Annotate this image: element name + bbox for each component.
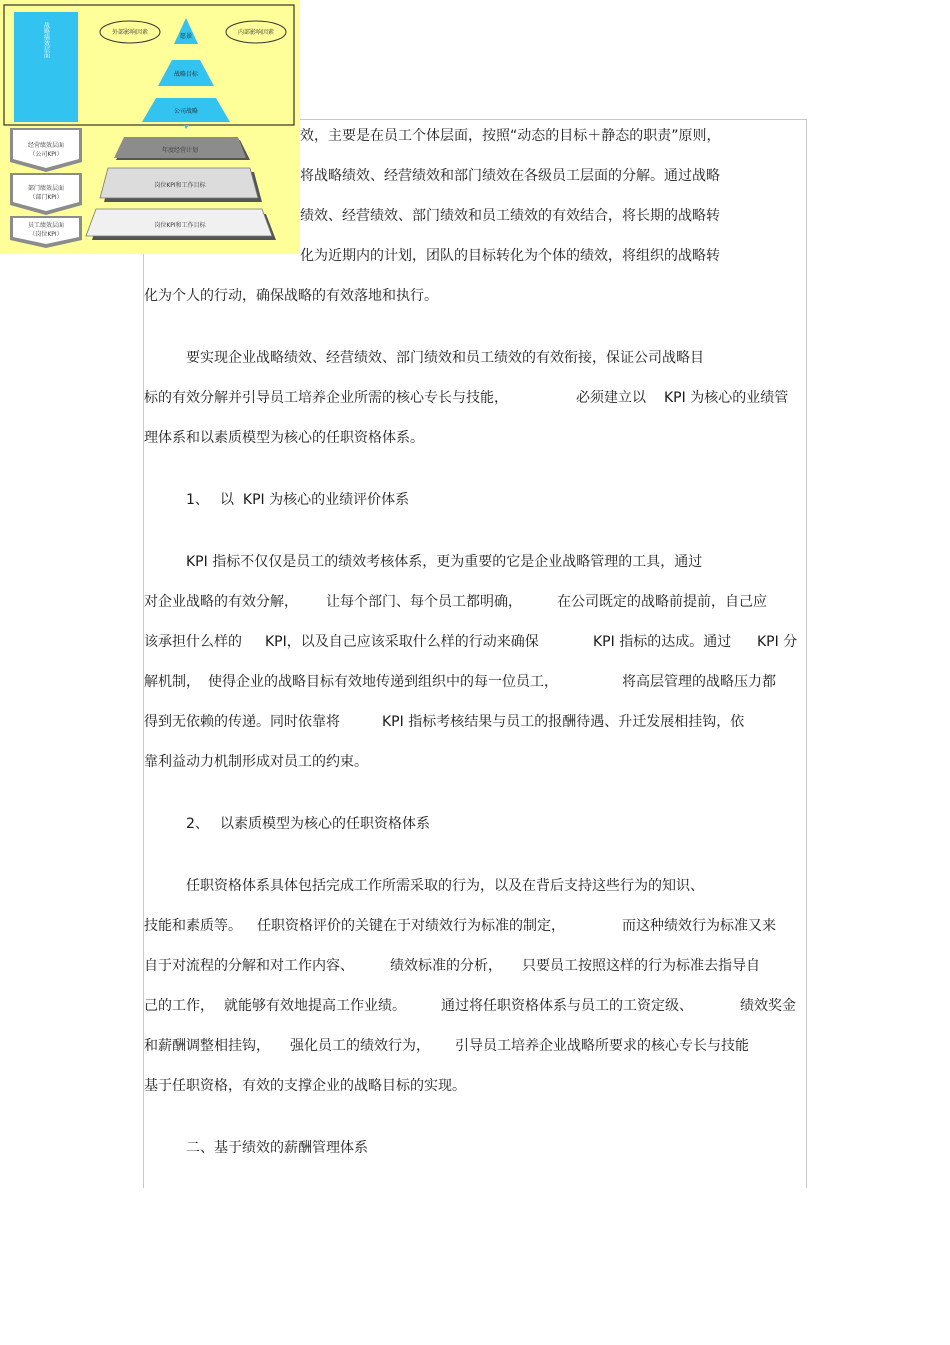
paragraph-line: 在公司既定的战略前提前，自己应 bbox=[557, 594, 767, 610]
pyramid-company-strategy-label: 公司战略 bbox=[173, 108, 199, 115]
slab-post-kpi-label: 岗位KPI和工作目标 bbox=[154, 222, 206, 229]
paragraph-line: 绩效、经营绩效、部门绩效和员工绩效的有效结合，将长期的战略转 bbox=[300, 208, 720, 224]
pyramid-vision-label: 愿景 bbox=[179, 33, 193, 40]
page-frame-right bbox=[806, 120, 807, 1188]
section-number: 2、 bbox=[186, 816, 209, 832]
chevron-employee-line2: （岗位KPI） bbox=[29, 231, 63, 238]
strategy-side-label-1: 战略绩效层面 bbox=[42, 22, 50, 58]
paragraph-line: 让每个部门、每个员工都明确， bbox=[326, 594, 522, 610]
pyramid-strategic-goals-label: 战略目标 bbox=[173, 71, 199, 78]
paragraph-line: 通过将任职资格体系与员工的工资定级、 bbox=[441, 998, 693, 1014]
chevron-department-line2: （部门KPI） bbox=[29, 194, 63, 201]
paragraph-line: 只要员工按照这样的行为标准去指导自 bbox=[522, 958, 760, 974]
chapter-heading: 二、基于绩效的薪酬管理体系 bbox=[186, 1140, 368, 1156]
pyramid-vision bbox=[174, 18, 198, 44]
chevron-employee-line1: 员工绩效层面 bbox=[27, 222, 65, 229]
slab-annual-plan-label: 年度经营计划 bbox=[161, 147, 199, 154]
page-frame-top bbox=[297, 119, 807, 120]
paragraph-line: 任职资格评价的关键在于对绩效行为标准的制定， bbox=[257, 918, 565, 934]
chevron-department-line1: 部门绩效层面 bbox=[27, 185, 65, 192]
paragraph-line: 基于任职资格，有效的支撑企业的战略目标的实现。 bbox=[144, 1078, 466, 1094]
paragraph-line: 技能和素质等。 bbox=[144, 918, 242, 934]
external-factors-label: 外部影响因素 bbox=[111, 29, 149, 36]
paragraph-line: 强化员工的绩效行为， bbox=[290, 1038, 430, 1054]
paragraph-line: 而这种绩效行为标准又来 bbox=[622, 918, 776, 934]
chevron-business-line1: 经营绩效层面 bbox=[27, 142, 65, 149]
pyramid-tip bbox=[184, 125, 189, 129]
paragraph-line: 使得企业的战略目标有效地传递到组织中的每一位员工， bbox=[208, 674, 558, 690]
section-number: 1、 bbox=[186, 492, 209, 508]
section-heading: 以素质模型为核心的任职资格体系 bbox=[220, 816, 430, 832]
paragraph-line: 引导员工培养企业战略所要求的核心专长与技能 bbox=[455, 1038, 749, 1054]
paragraph-line: 解机制， bbox=[144, 674, 200, 690]
paragraph-line: 绩效标准的分析， bbox=[390, 958, 502, 974]
paragraph-line: KPI 分 bbox=[757, 634, 798, 650]
chevron-business-line2: （公司KPI） bbox=[29, 151, 63, 158]
paragraph-line: 和薪酬调整相挂钩， bbox=[144, 1038, 270, 1054]
paragraph-line: 得到无依赖的传递。同时依靠将 bbox=[144, 714, 340, 730]
paragraph-line: KPI，以及自己应该采取什么样的行动来确保 bbox=[265, 634, 539, 650]
paragraph-line: KPI 指标的达成。通过 bbox=[593, 634, 732, 650]
slab-dept-kpi-label: 岗位KPI和工作目标 bbox=[154, 182, 206, 189]
paragraph-line: 对企业战略的有效分解， bbox=[144, 594, 298, 610]
paragraph-line: 自于对流程的分解和对工作内容、 bbox=[144, 958, 354, 974]
paragraph-line: KPI 指标考核结果与员工的报酬待遇、升迁发展相挂钩，依 bbox=[382, 714, 745, 730]
paragraph-line: 该承担什么样的 bbox=[144, 634, 242, 650]
paragraph-line: 将高层管理的战略压力都 bbox=[622, 674, 776, 690]
paragraph-line: 要实现企业战略绩效、经营绩效、部门绩效和员工绩效的有效衔接，保证公司战略目 bbox=[186, 350, 704, 366]
paragraph-line: 理体系和以素质模型为核心的任职资格体系。 bbox=[144, 430, 424, 446]
paragraph-line: 标的有效分解并引导员工培养企业所需的核心专长与技能， bbox=[144, 390, 508, 406]
performance-pyramid-diagram bbox=[0, 0, 300, 254]
paragraph-line: 靠利益动力机制形成对员工的约束。 bbox=[144, 754, 368, 770]
paragraph-line: 化为近期内的计划，团队的目标转化为个体的绩效，将组织的战略转 bbox=[300, 248, 720, 264]
section-heading: 以 KPI 为核心的业绩评价体系 bbox=[220, 492, 410, 508]
paragraph-line: 就能够有效地提高工作业绩。 bbox=[224, 998, 406, 1014]
paragraph-line: 己的工作， bbox=[144, 998, 214, 1014]
paragraph-line: 效，主要是在员工个体层面，按照“动态的目标＋静态的职责”原则， bbox=[300, 128, 721, 144]
paragraph-line: 绩效奖金 bbox=[740, 998, 796, 1014]
paragraph-line: 任职资格体系具体包括完成工作所需采取的行为，以及在背后支持这些行为的知识、 bbox=[186, 878, 704, 894]
paragraph-line: 化为个人的行动，确保战略的有效落地和执行。 bbox=[144, 288, 438, 304]
internal-factors-label: 内部影响因素 bbox=[237, 29, 275, 36]
page-frame-left bbox=[143, 120, 144, 1188]
paragraph-line: KPI 为核心的业绩管 bbox=[664, 390, 789, 406]
paragraph-line: 必须建立以 bbox=[576, 390, 646, 406]
paragraph-line: KPI 指标不仅仅是员工的绩效考核体系，更为重要的它是企业战略管理的工具，通过 bbox=[186, 554, 703, 570]
paragraph-line: 将战略绩效、经营绩效和部门绩效在各级员工层面的分解。通过战略 bbox=[300, 168, 720, 184]
